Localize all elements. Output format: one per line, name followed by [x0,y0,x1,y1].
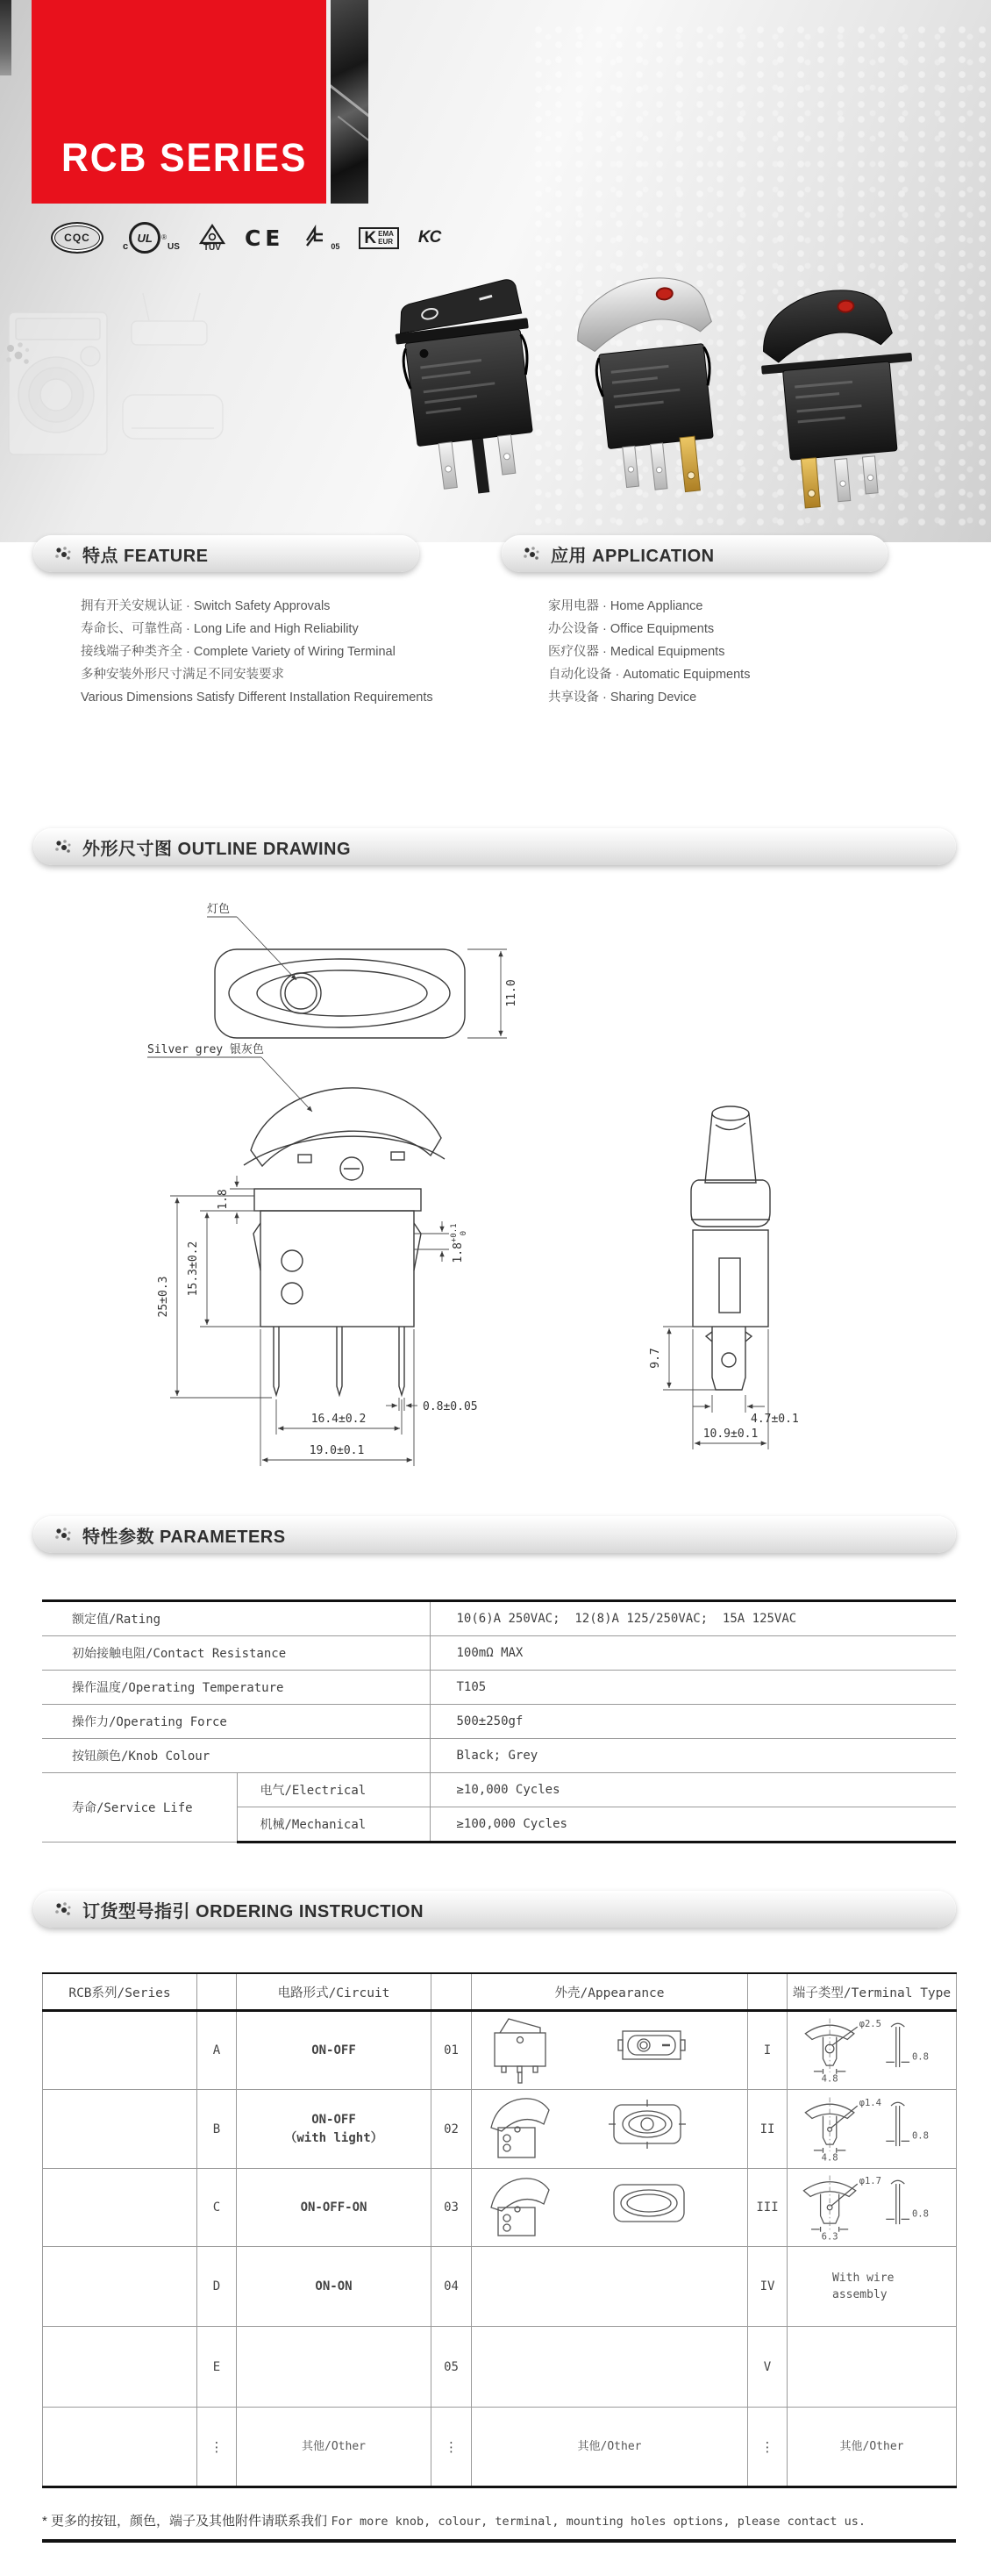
dim-side-width: 10.9±0.1 [702,1428,759,1441]
terminal-drawing-2 [792,2091,952,2165]
outline-drawing [132,886,833,1492]
dim-front-total: 25±0.3 [157,1276,170,1318]
dim-front-bezel: 1.8 [217,1189,230,1210]
switch-black-oi [390,277,548,501]
emark-05-logo-icon: 05 [303,225,339,251]
svg-text:4.8: 4.8 [821,2151,838,2163]
footer-note-zh: * 更多的按钮，颜色，端子及其他附件请联系我们 [42,2514,328,2529]
circuit-cell: ON-OFF-ON [237,2169,431,2247]
num-cell: 01 [431,2011,472,2090]
series-title: RCB SERIES [61,135,308,180]
circuit-cell: 其他/Other [237,2408,431,2487]
kc-logo-icon: KC [417,228,441,247]
front-view-drawing [244,1088,445,1395]
terminal-cell [788,2011,957,2090]
roman-cell: III [748,2169,788,2247]
header-banner-area [0,0,991,542]
dim-terminal-height: 9.7 [649,1348,662,1369]
section-dots-icon [54,1901,72,1917]
circuit-photo-strip [331,0,368,204]
param-label: 操作温度/Operating Temperature [42,1671,430,1705]
feature-item: 接线端子种类齐全 · Complete Variety of Wiring Terminal [81,645,396,659]
appearance-cell [472,2090,748,2169]
table-row [43,2408,957,2487]
dim-right-step: $1.8^{+0.1}0$ [450,1223,468,1263]
circuit-cell: ON-ON [237,2247,431,2327]
terminal-cell: 其他/Other [788,2408,957,2487]
section-dots-icon [54,1527,72,1542]
section-dots-icon [54,546,72,562]
roman-cell: IV [748,2247,788,2327]
num-cell: 02 [431,2090,472,2169]
svg-text:φ2.5: φ2.5 [859,2019,881,2030]
param-label: 额定值/Rating [42,1601,430,1636]
dim-front-width: 19.0±0.1 [309,1444,365,1457]
terminal-cell [788,2090,957,2169]
appearance-cell [472,2011,748,2090]
feature-item: 拥有开关安规认证 · Switch Safety Approvals [81,599,331,613]
table-row [42,1739,956,1773]
col-appearance: 外壳/Appearance [472,1973,748,2011]
footer-divider [42,2539,956,2543]
col-series: RCB系列/Series [43,1973,197,2011]
application-item: 家用电器 · Home Appliance [548,599,703,613]
code-cell: C [197,2169,237,2247]
table-row [43,2090,957,2169]
terminal-drawing-3 [792,2169,952,2243]
table-row [42,1601,956,1636]
code-cell: A [197,2011,237,2090]
label-silver-grey: Silver grey 银灰色 [147,1043,264,1056]
kema-keur-logo-icon: K EMA EUR [359,227,399,249]
footer-note [42,2511,866,2529]
table-header-row [43,1973,957,2011]
section-dots-icon [54,839,72,855]
side-view-drawing [691,1106,770,1390]
terminal-cell [788,2169,957,2247]
param-value: 500±250gf [430,1705,956,1739]
num-cell: ⋮ [431,2408,472,2487]
col-terminal: 端子类型/Terminal Type [788,1973,957,2011]
table-row [42,1671,956,1705]
param-label: 按钮颜色/Knob Colour [42,1739,430,1773]
param-sublabel: 电气/Electrical [237,1773,430,1807]
product-photos [386,259,956,531]
section-header-feature [33,535,419,572]
appearance-drawing-3 [482,2171,737,2241]
application-item: 办公设备 · Office Equipments [548,622,715,636]
roman-cell: ⋮ [748,2408,788,2487]
application-item: 共享设备 · Sharing Device [548,691,697,705]
circuit-cell [237,2327,431,2408]
dim-top-height: 11.0 [505,979,518,1007]
param-label: 操作力/Operating Force [42,1705,430,1739]
top-view-drawing [215,949,465,1038]
dim-pin-pitch: 16.4±0.2 [310,1413,367,1426]
application-item: 医疗仪器 · Medical Equipments [548,645,725,659]
table-row [43,2011,957,2090]
table-row [43,2169,957,2247]
param-value: T105 [430,1671,956,1705]
num-cell: 04 [431,2247,472,2327]
svg-text:0.8: 0.8 [911,2051,929,2063]
corner-photo-fragment [0,0,11,75]
dots-cluster-decoration [4,340,33,376]
cqc-logo-icon: CQC [51,222,103,254]
application-list [548,595,750,709]
col-circuit: 电路形式/Circuit [237,1973,431,2011]
num-cell: 05 [431,2327,472,2408]
code-cell: ⋮ [197,2408,237,2487]
svg-text:φ1.7: φ1.7 [859,2176,881,2187]
feature-item: 多种安装外形尺寸满足不同安装要求 [81,668,284,682]
roman-cell: V [748,2327,788,2408]
circuit-cell: ON-OFF [237,2011,431,2090]
appearance-cell [472,2247,748,2327]
section-header-parameters [33,1516,956,1553]
switch-grey-reddot [572,273,729,502]
feature-title: 特点 FEATURE [82,546,209,566]
dim-pin-thickness: 0.8±0.05 [423,1400,478,1413]
feature-list [81,595,433,709]
application-title: 应用 APPLICATION [551,546,715,566]
svg-text:0.8: 0.8 [911,2208,929,2220]
circuit-cell: ON-OFF （with light） [237,2090,431,2169]
terminal-cell [788,2327,957,2408]
section-header-application [502,535,888,572]
outline-title: 外形尺寸图 OUTLINE DRAWING [82,839,352,859]
appearance-cell: 其他/Other [472,2408,748,2487]
label-lamp-colour: 灯色 [207,903,231,916]
dim-front-body: 15.3±0.2 [187,1241,200,1297]
svg-text:0.8: 0.8 [911,2129,929,2141]
param-sublabel: 机械/Mechanical [237,1807,430,1843]
code-cell: B [197,2090,237,2169]
appliance-ghost-images [0,263,386,542]
code-cell: D [197,2247,237,2327]
ul-logo-icon: c UL ® US [123,222,180,254]
ce-logo-icon: CE [244,225,285,251]
appearance-drawing-1 [482,2014,737,2084]
param-label: 初始接触电阻/Contact Resistance [42,1636,430,1671]
tuv-logo-icon: TÜV [199,224,225,253]
roman-cell: I [748,2011,788,2090]
terminal-drawing-1 [792,2012,952,2086]
ordering-title: 订货型号指引 ORDERING INSTRUCTION [82,1901,424,1921]
num-cell: 03 [431,2169,472,2247]
table-row [42,1636,956,1671]
switch-black-reddot [755,284,924,511]
table-row [42,1705,956,1739]
dim-terminal-width: 4.7±0.1 [751,1413,799,1426]
terminal-note-cell: With wire assembly [788,2247,957,2327]
series-banner [32,0,326,204]
svg-text:6.3: 6.3 [821,2231,838,2243]
parameters-title: 特性参数 PARAMETERS [82,1527,286,1547]
code-cell: E [197,2327,237,2408]
param-value: ≥10,000 Cycles [430,1773,956,1807]
application-item: 自动化设备 · Automatic Equipments [548,668,751,682]
feature-item: Various Dimensions Satisfy Different Installation Requirements [81,691,433,705]
feature-item: 寿命长、可靠性高 · Long Life and High Reliability [81,622,359,636]
appearance-cell [472,2327,748,2408]
footer-note-en: For more knob, colour, terminal, mounting holes options, please contact us. [331,2515,866,2529]
svg-text:4.8: 4.8 [821,2073,838,2085]
parameters-table [42,1599,956,1843]
svg-text:φ1.4: φ1.4 [859,2097,881,2108]
table-row [42,1773,956,1807]
param-value: 100mΩ MAX [430,1636,956,1671]
section-dots-icon [523,546,540,562]
roman-cell: II [748,2090,788,2169]
ordering-table [42,1972,957,2488]
table-row [43,2247,957,2327]
certification-logos [51,218,440,258]
section-header-ordering [33,1891,956,1928]
param-value: Black; Grey [430,1739,956,1773]
table-row [43,2327,957,2408]
param-value: 10(6)A 250VAC; 12(8)A 125/250VAC; 15A 125VAC [430,1601,956,1636]
param-value: ≥100,000 Cycles [430,1807,956,1843]
section-header-outline [33,828,956,865]
appearance-drawing-2 [482,2093,737,2163]
param-label-service-life: 寿命/Service Life [42,1773,237,1843]
appearance-cell [472,2169,748,2247]
